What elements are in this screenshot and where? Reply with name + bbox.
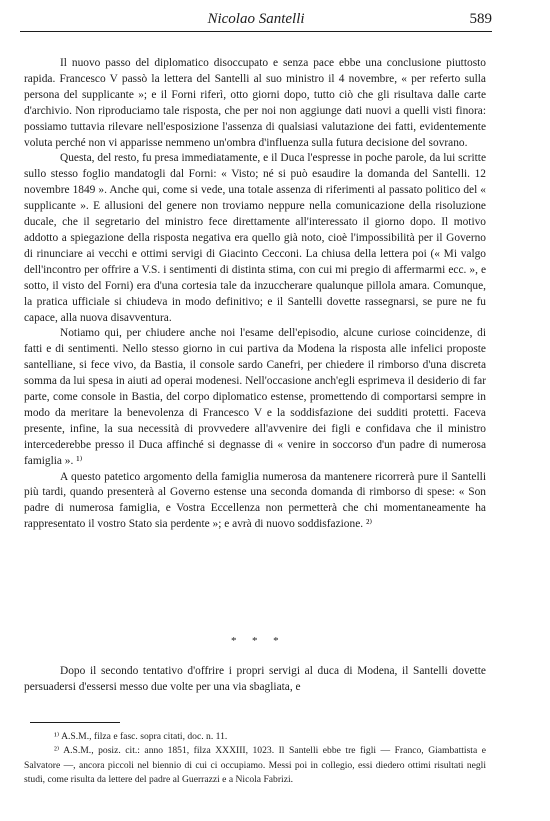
paragraph-2: Questa, del resto, fu presa immediatamente, e il Duca l'espresse in poche parole, da lui scritte sullo stesso foglio mandatogli dal Forni: « Visto; né si può esaudire la domanda del Santelli. 12 novembre 1849 ». Anche qui, come si vede, una totale assenza di riferimenti al passato politico del « supplicante ». E allusioni del genere non troviamo neppure nella comunicazione della risoluzione ducale, che il segretario del ministro fece direttamente all'interessato il giorno dopo. Il motivo addotto a spiegazione della risposta negativa era quello già noto, cioè l'impossibilità per il Governo di rinunciare ai vecchi e ottimi servigi di Giacinto Cecconi. La chiusa della lettera poi (« Mi valgo dell'incontro per offrire a V.S. i sentimenti di distinta stima, con cui mi pregio di affermarmi ecc. », e sotto, il visto del Forni) era d'una cortesia tale da inzuccherare qualunque pillola amara. Comunque, la pratica ufficiale si chiudeva in modo definitivo; e il Santelli dovette rassegnarsi, se pure ne fu capace, alla nuova disavventura. xyxy=(24,152,486,324)
footnotes xyxy=(24,730,486,787)
continued-text xyxy=(24,664,486,696)
paragraph-1: Il nuovo passo del diplomatico disoccupato e senza pace ebbe una conclusione piuttosto rapida. Francesco V passò la lettera del Santelli al suo ministro il 4 novembre, « per referto sulla persona del supplicante »; e il Forni riferì, otto giorni dopo, tutto ciò che gli risultava dalle carte d'archivio. Non riproduciamo tale risposta, che per noi non aggiunge dati nuovi a quelli visti finora: possiamo tuttavia rilevare nell'esposizione l'assenza di qualsiasi valutazione dei fatti, evidentemente voluta perché non vi apparisse nemmeno un'ombra d'influenza sulla futura decisione del sovrano. xyxy=(24,57,486,149)
paragraph-3: Notiamo qui, per chiudere anche noi l'esame dell'episodio, alcune curiose coincidenze, di fatti e di sentimenti. Nello stesso giorno in cui partiva da Modena la risposta alle infelici proposte santelliane, si fece vivo, da Bastia, il console sardo Canefri, per chiedere il rimborso d'una discreta somma da lui spesa in aiuti ad operai modenesi. Nell'occasione anch'egli esprimeva il desiderio di far parte, come console in Bastia, del corpo diplomatico estense, promettendo di comportarsi sempre in modo da meritare la benevolenza di Francesco V e la soddisfazione dei sudditi protetti. Faceva presente, infine, la sua necessità di provvedere all'avvenire dei figli e confidava che il ministro intercederebbe presso il Duca affinché si degnasse di « venire in soccorso d'un padre di numerosa famiglia ». ¹⁾ xyxy=(24,327,486,467)
running-head xyxy=(20,8,492,30)
footnote-1: ¹⁾ A.S.M., filza e fasc. sopra citati, doc. n. 11. xyxy=(54,731,228,742)
main-text xyxy=(24,56,486,533)
separator-star: * xyxy=(230,635,237,647)
running-title: Nicolao Santelli xyxy=(207,11,305,27)
section-separator xyxy=(24,634,486,648)
header-rule xyxy=(20,31,492,32)
paragraph-4: A questo patetico argomento della famiglia numerosa da mantenere ricorrerà pure il Santelli più tardi, quando presenterà al Governo estense una seconda domanda di rimborso di spese: « Son padre di numerosa famiglia, e Vostra Eccellenza non permetterà che chi momentaneamente ha rappresentato il vostro Stato sia perdente »; e avrà di nuovo soddisfazione. ²⁾ xyxy=(24,470,486,531)
footnote-rule xyxy=(30,722,120,723)
separator-star: * xyxy=(273,635,280,647)
separator-star: * xyxy=(252,635,258,647)
paragraph-5: Dopo il secondo tentativo d'offrire i propri servigi al duca di Modena, il Santelli dovette persuadersi d'essersi messo due volte per una via sbagliata, e xyxy=(24,665,486,693)
footnote-2: ²⁾ A.S.M., posiz. cit.: anno 1851, filza XXXIII, 1023. Il Santelli ebbe tre figli — Franco, Giambattista e Salvatore —, ancora piccoli nel biennio di cui ci occupiamo. Messi poi in collegio, essi diedero ottimi risultati negli studi, come risulta da lettere del padre al Guerrazzi e a Nicola Fabrizi. xyxy=(24,745,486,785)
page-number: 589 xyxy=(469,11,492,27)
